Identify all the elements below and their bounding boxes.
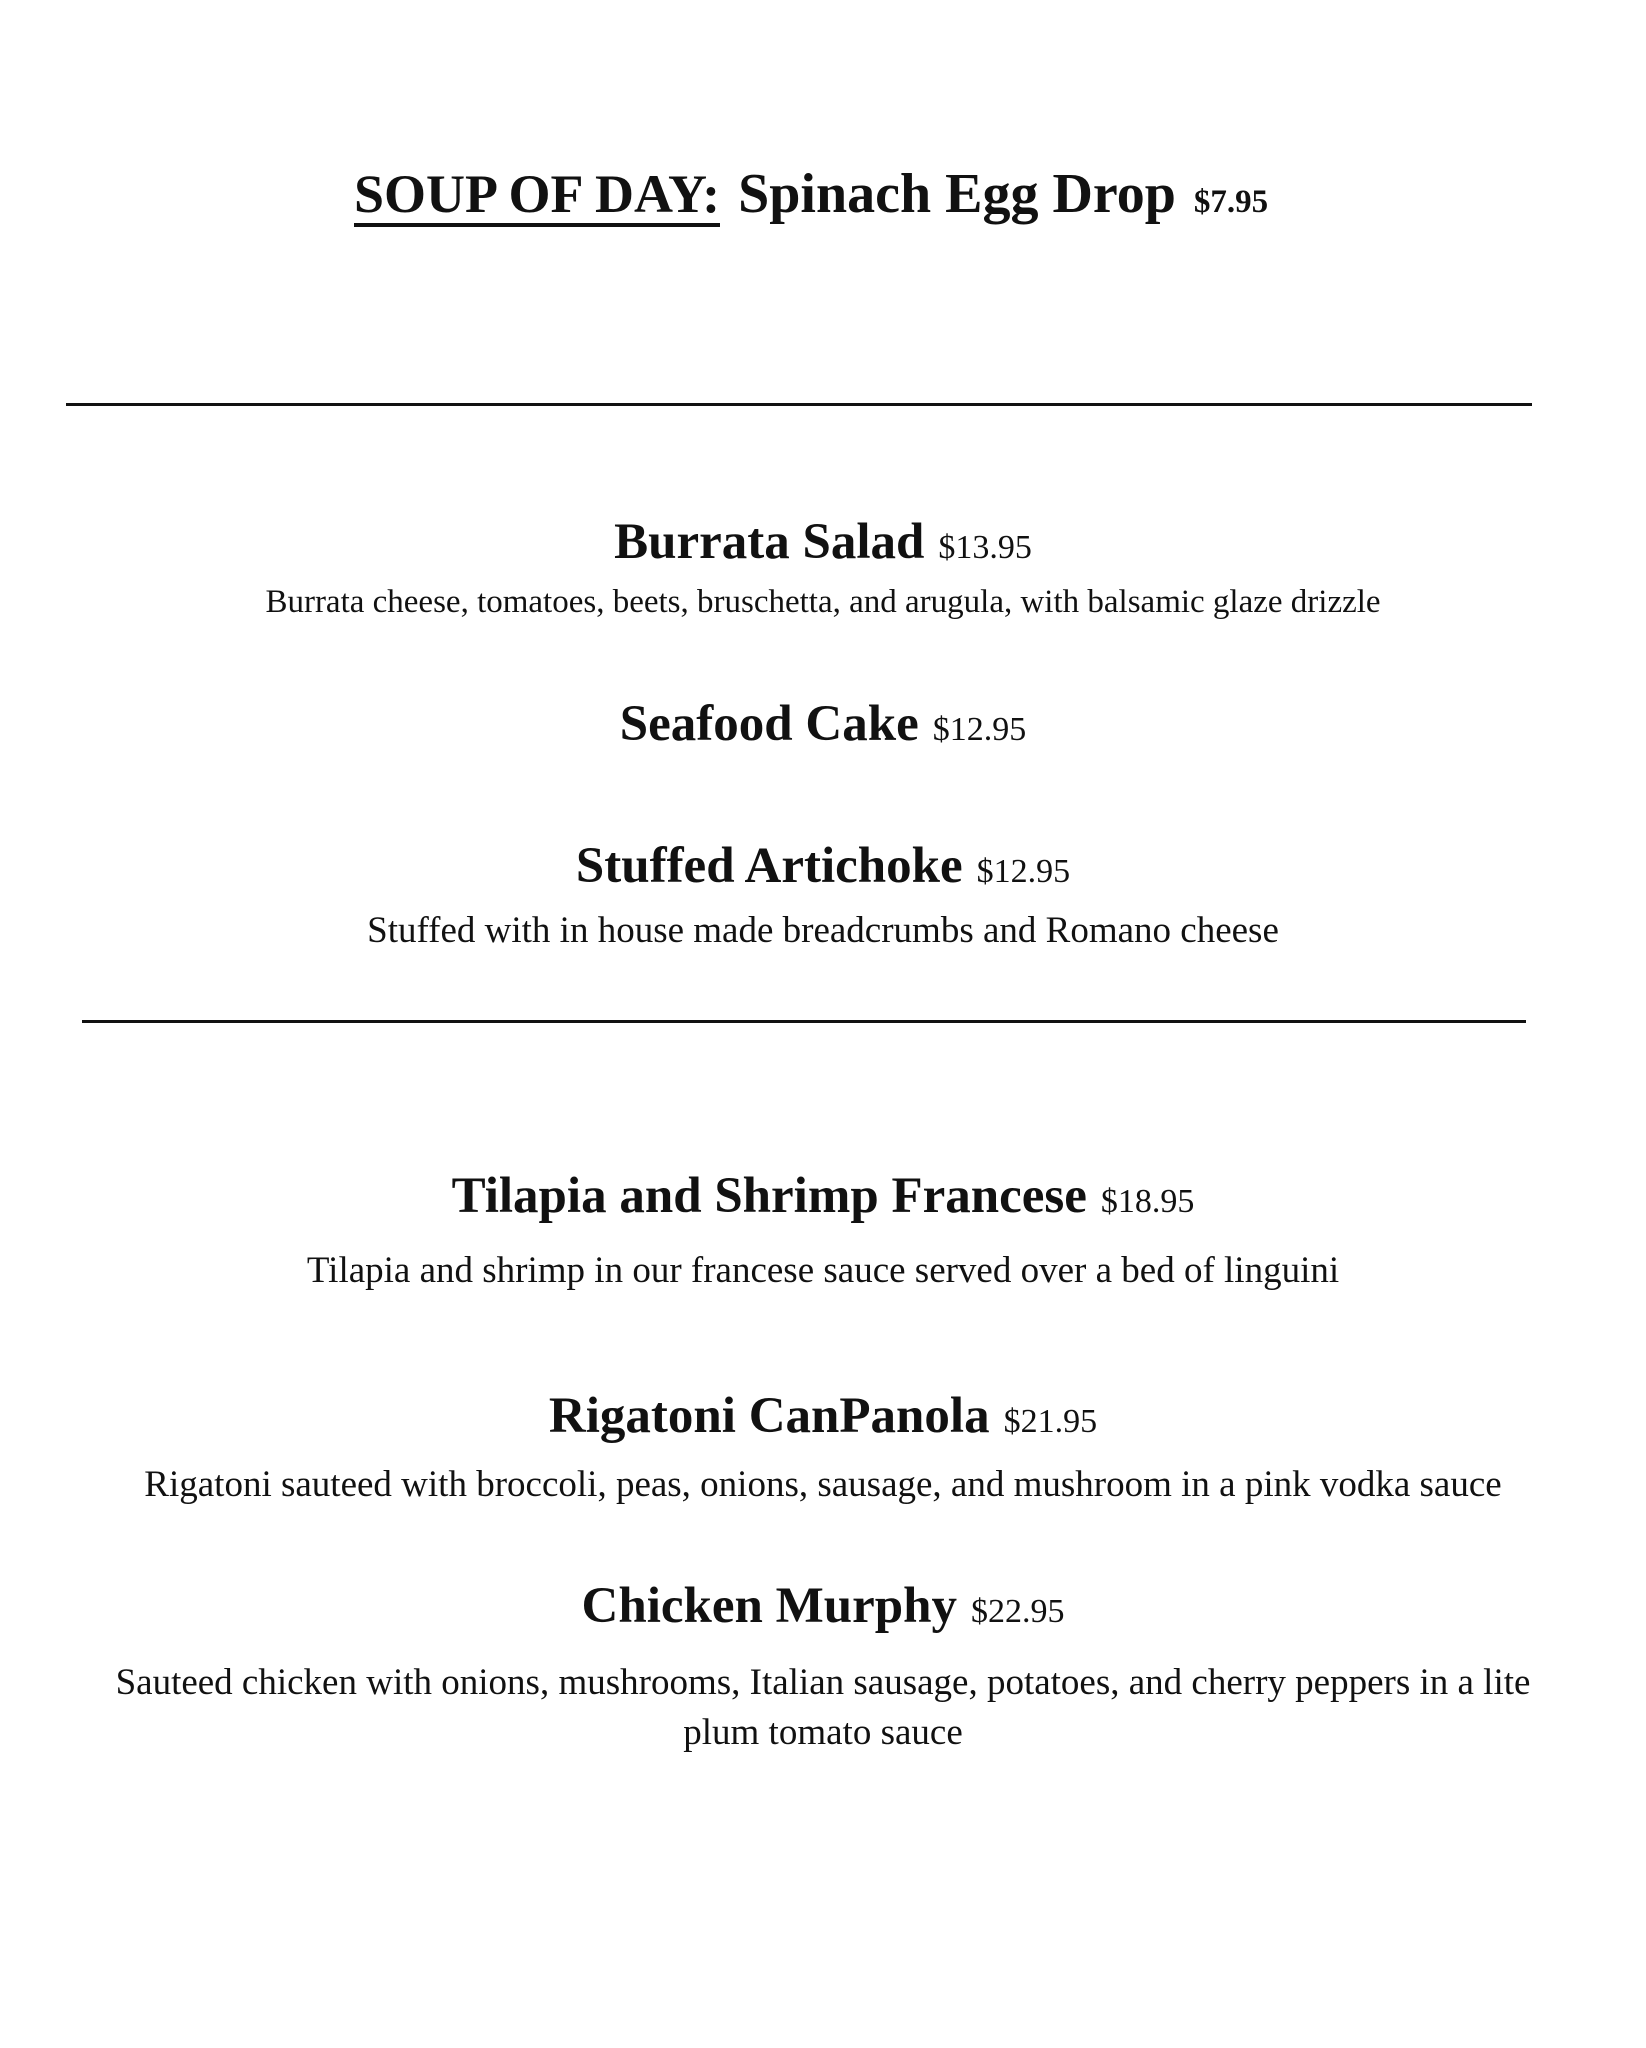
item-name: Stuffed Artichoke	[575, 838, 963, 894]
item-price: $12.95	[932, 711, 1027, 748]
menu-item-description: Rigatoni sauteed with broccoli, peas, onions, sausage, and mushroom in a pink vodka sauce	[144, 1464, 1502, 1505]
soup-label: SOUP OF DAY:	[354, 166, 720, 227]
item-name: Burrata Salad	[614, 514, 925, 570]
item-price: $13.95	[938, 529, 1032, 566]
item-price: $18.95	[1100, 1183, 1195, 1220]
divider-top	[66, 403, 1532, 406]
item-name: Seafood Cake	[619, 696, 919, 752]
menu-item-description: Tilapia and shrimp in our francese sauce served over a bed of linguini	[306, 1250, 1340, 1291]
menu-item-description: Burrata cheese, tomatoes, beets, bruschetta, and arugula, with balsamic glaze drizzle	[265, 584, 1381, 620]
item-price: $12.95	[976, 853, 1071, 890]
item-name: Rigatoni CanPanola	[548, 1388, 990, 1444]
menu-item-title	[0, 696, 1646, 752]
menu-item-title	[0, 1388, 1646, 1444]
divider-middle	[82, 1020, 1526, 1023]
menu-item-title	[0, 514, 1646, 570]
menu-item-description: Stuffed with in house made breadcrumbs and Romano cheese	[367, 910, 1279, 951]
menu-item-title	[0, 838, 1646, 894]
menu-item-description	[0, 1660, 1646, 1757]
soup-price: $7.95	[1193, 184, 1269, 220]
description-line: Sauteed chicken with onions, mushrooms, Italian sausage, potatoes, and cherry peppers in a lite	[115, 1662, 1531, 1703]
description-line: plum tomato sauce	[683, 1712, 963, 1754]
item-price: $22.95	[970, 1593, 1065, 1630]
item-name: Tilapia and Shrimp Francese	[451, 1168, 1087, 1224]
menu-item-title	[0, 1578, 1646, 1634]
item-name: Chicken Murphy	[581, 1578, 957, 1634]
soup-name: Spinach Egg Drop	[738, 163, 1176, 225]
item-price: $21.95	[1003, 1403, 1098, 1440]
menu-item-title	[0, 1168, 1646, 1224]
